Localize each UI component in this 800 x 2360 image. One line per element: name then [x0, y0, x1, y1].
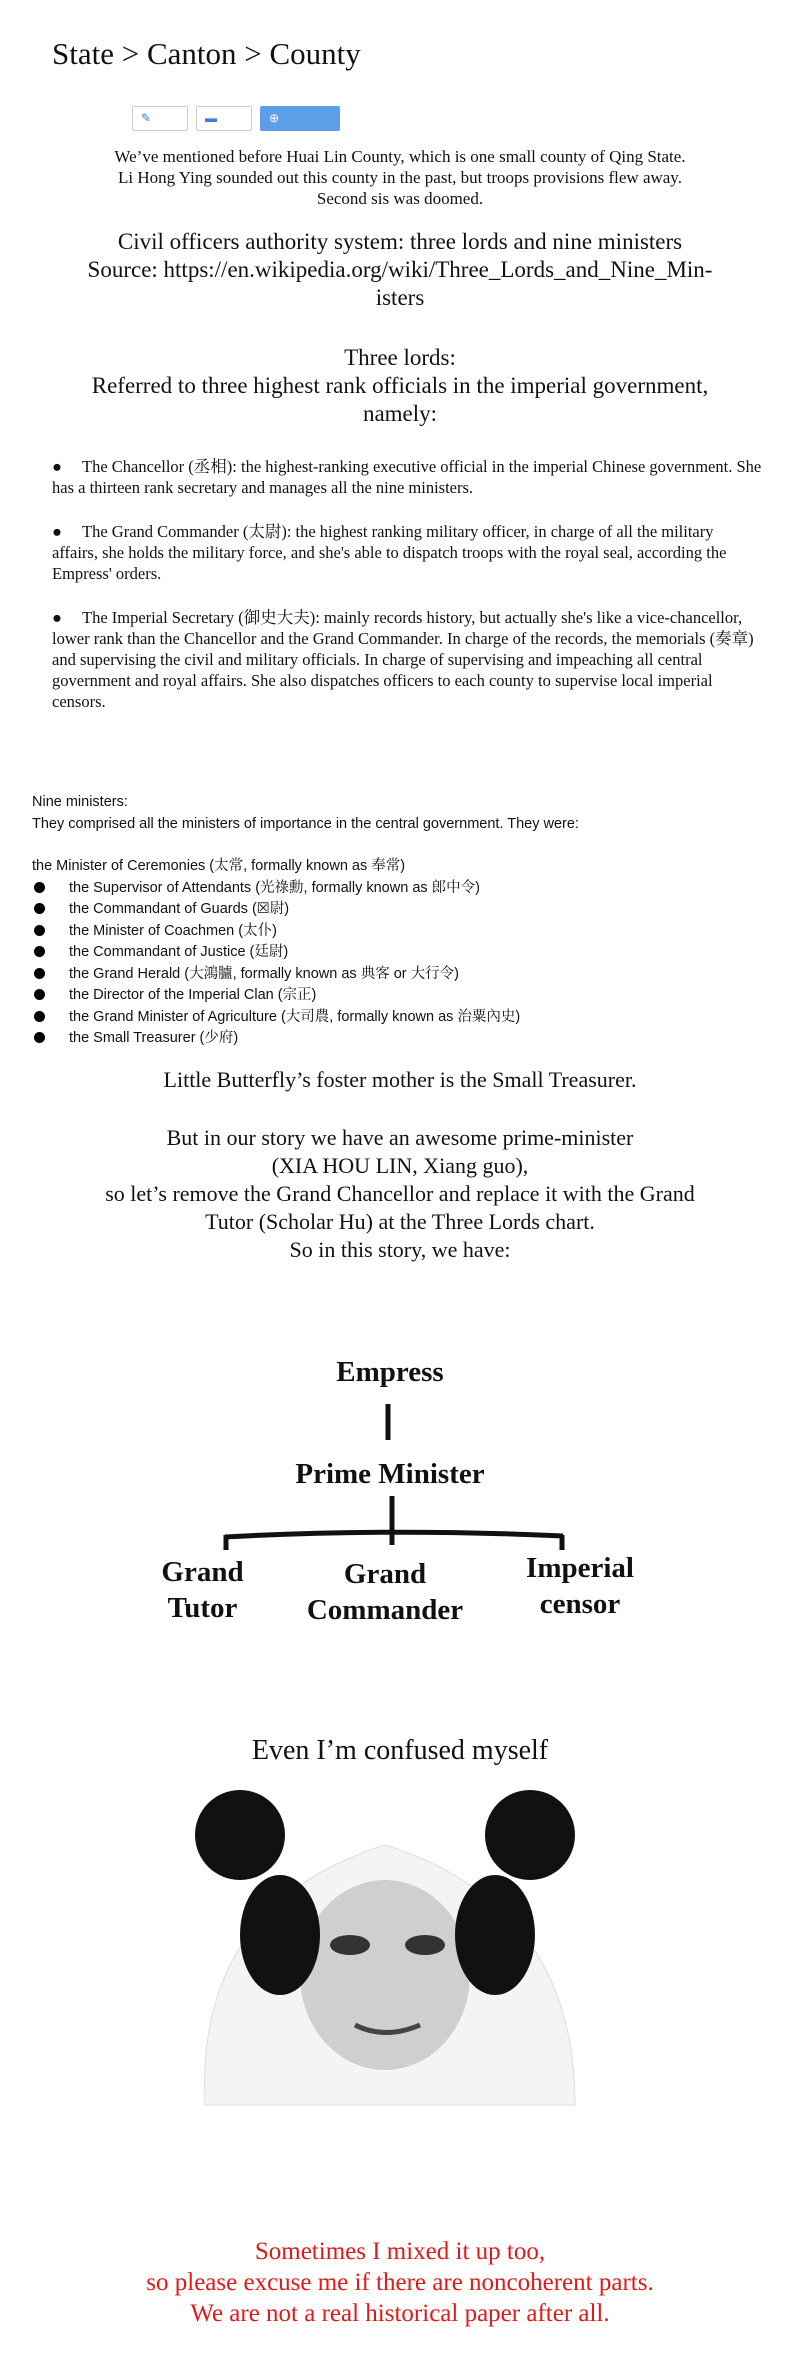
- lord-item: ● The Imperial Secretary (御史大夫): mainly records history, but actually she's like a vice-chancellor, lower rank than the Chancellor and the Grand Commander. In charge of the records, the memorials (奏章) and supervising the civil and military officials. In charge of supervising and impeaching all central government and royal affairs. She also dispatches officers to each county to supervise local imperial censors.: [52, 608, 754, 711]
- minister-item: the Commandant of Guards (☒尉): [32, 899, 772, 921]
- node-label: Grand: [161, 1556, 244, 1588]
- node-label: Tutor: [167, 1592, 238, 1624]
- nine-desc: They comprised all the ministers of importance in the central government. They were:: [32, 815, 579, 832]
- edit-button[interactable]: [132, 106, 188, 131]
- org-chart: [0, 1340, 800, 1640]
- three-lords-title: Three lords:: [344, 345, 456, 370]
- nine-ministers: [32, 792, 772, 1050]
- three-lords-desc: Referred to three highest rank officials in the imperial government,: [91, 373, 709, 398]
- comment-icon: ▬: [205, 111, 217, 125]
- three-lords-heading: [0, 344, 800, 428]
- closing-line: Sometimes I mixed it up too,: [254, 2238, 546, 2265]
- lord-item: ● The Grand Commander (太尉): the highest ranking military officer, in charge of all the military affairs, she holds the military force, and she's able to dispatch troops with the royal seal, according the Empress' orders.: [52, 522, 727, 583]
- add-button[interactable]: [260, 106, 340, 131]
- node-label: Commander: [306, 1594, 464, 1626]
- panda-meme-image: [185, 1785, 595, 2110]
- node-grand-commander: [280, 1556, 490, 1628]
- intro-line: Second sis was doomed.: [316, 189, 484, 208]
- three-lords-desc: namely:: [362, 401, 438, 426]
- minister-item: the Commandant of Justice (廷尉): [32, 942, 772, 964]
- minister-item: the Small Treasurer (少府): [32, 1028, 772, 1050]
- source-link[interactable]: Source: https://en.wikipedia.org/wiki/Three_Lords_and_Nine_Min-: [87, 257, 713, 282]
- node-empress: Empress: [336, 1356, 444, 1388]
- system-title: Civil officers authority system: three lords and nine ministers: [117, 229, 683, 254]
- story-line: But in our story we have an awesome prime-minister: [166, 1125, 634, 1150]
- story-line: (XIA HOU LIN, Xiang guo),: [271, 1153, 529, 1178]
- minister-item: the Supervisor of Attendants (光祿勳, formally known as 郎中令): [32, 878, 772, 900]
- pencil-icon: ✎: [141, 111, 152, 125]
- nine-heading: Nine ministers:: [32, 794, 128, 810]
- comment-button[interactable]: [196, 106, 252, 131]
- node-prime-minister: Prime Minister: [295, 1458, 485, 1490]
- story-line: So in this story, we have:: [289, 1237, 511, 1262]
- node-label: Grand: [343, 1558, 427, 1590]
- node-label: censor: [539, 1588, 621, 1620]
- lord-text: The Chancellor (丞相): the highest-ranking executive official in the imperial Chinese government. She has a thirteen rank secretary and manages all the nine ministers.: [52, 457, 762, 497]
- closing-note: [0, 2236, 800, 2329]
- minister-item: the Minister of Coachmen (太仆): [32, 921, 772, 943]
- system-heading: [0, 228, 800, 312]
- story-line: Little Butterfly’s foster mother is the Small Treasurer.: [163, 1067, 637, 1092]
- intro-line: Li Hong Ying sounded out this county in the past, but troops provisions flew away.: [118, 168, 682, 187]
- node-label: Imperial: [526, 1552, 634, 1584]
- breadcrumb: State > Canton > County: [52, 36, 361, 71]
- story-paragraph: [0, 1124, 800, 1264]
- intro-line: We’ve mentioned before Huai Lin County, which is one small county of Qing State.: [114, 147, 686, 166]
- source-link-cont[interactable]: isters: [375, 285, 425, 310]
- closing-line: so please excuse me if there are noncoherent parts.: [146, 2269, 654, 2296]
- closing-line: We are not a real historical paper after all.: [190, 2300, 610, 2327]
- minister-item: the Grand Minister of Agriculture (大司農, formally known as 治粟內史): [32, 1007, 772, 1029]
- lord-text: The Imperial Secretary (御史大夫): mainly records history, but actually she's like a vice-chancellor, lower rank than the Chancellor and the Grand Commander. In charge of the records, the memorials (奏章) and supervising the civil and military officials. In charge of supervising and impeaching all central government and royal affairs. She also dispatches officers to each county to supervise local imperial censors.: [52, 608, 754, 711]
- node-imperial-censor: [500, 1550, 660, 1622]
- plus-circle-icon: ⊕: [269, 111, 280, 125]
- minister-item: the Minister of Ceremonies (太常, formally known as 奉常): [32, 858, 406, 874]
- intro-paragraph: [0, 146, 800, 209]
- lord-item: ● The Chancellor (丞相): the highest-ranking executive official in the imperial Chinese government. She has a thirteen rank secretary and manages all the nine ministers.: [52, 457, 762, 497]
- minister-item: the Grand Herald (大鴻臚, formally known as 典客 or 大行令): [32, 964, 772, 986]
- node-grand-tutor: [130, 1554, 275, 1626]
- meme-caption: Even I’m confused myself: [251, 1735, 549, 1766]
- toolbar: [132, 106, 340, 131]
- story-line: so let’s remove the Grand Chancellor and replace it with the Grand: [105, 1181, 695, 1206]
- lord-text: The Grand Commander (太尉): the highest ranking military officer, in charge of all the military affairs, she holds the military force, and she's able to dispatch troops with the royal seal, according the Empress' orders.: [52, 522, 727, 583]
- minister-item: the Director of the Imperial Clan (宗正): [32, 985, 772, 1007]
- story-line: Tutor (Scholar Hu) at the Three Lords chart.: [205, 1209, 595, 1234]
